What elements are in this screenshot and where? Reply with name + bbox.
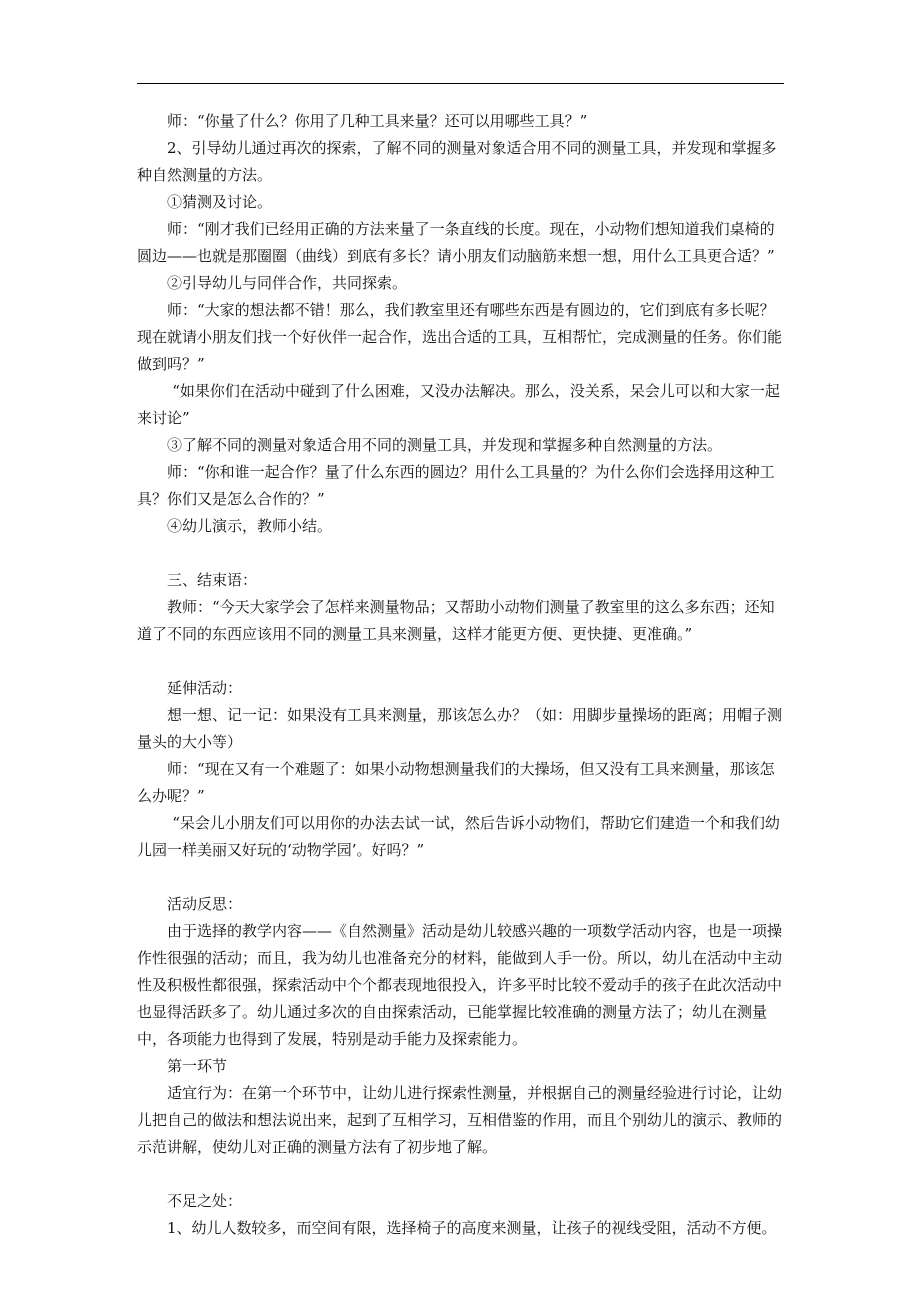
paragraph-teacher-question: 师：“你量了什么？你用了几种工具来量？还可以用哪些工具？” [167,112,588,130]
paragraph-spacer [137,864,787,891]
paragraph-teacher-problem: 师：“现在又有一个难题了：如果小动物想测量我们的大操场，但又没有工具来测量，那该怎么办呢？” [137,760,775,805]
section-heading-conclusion: 三、结束语： [167,571,258,589]
section-heading-reflection: 活动反思： [167,895,243,913]
paragraph-teacher-conclusion: 教师：“今天大家学会了怎样来测量物品；又帮助小动物们测量了教室里的这么多东西；还知道了不同的东西应该用不同的测量工具来测量，这样才能更方便、更快捷、更准确。” [137,598,775,643]
paragraph-teacher-ideas: 师：“大家的想法都不错！那么，我们教室里还有哪些东西是有圆边的，它们到底有多长呢？现在就请小朋友们找一个好伙伴一起合作，选出合适的工具，互相帮忙，完成测量的任务。你们能做到吗？” [137,301,783,373]
paragraph-try-quote: “呆会儿小朋友们可以用你的办法去试一试，然后告诉小动物们，帮助它们建造一个和我们幼儿园一样美丽又好玩的‘动物学园’。好吗？” [137,814,780,859]
paragraph-appropriate-behavior: 适宜行为：在第一个环节中，让幼儿进行探索性测量，并根据自己的测量经验进行讨论，让幼儿把自己的做法和想法说出来，起到了互相学习，互相借鉴的作用，而且个别幼儿的演示、教师的示范讲解，使幼儿对正确的测量方法有了初步地了解。 [137,1084,783,1156]
paragraph-teacher-partner: 师：“你和谁一起合作？量了什么东西的圆边？用什么工具量的？为什么你们会选择用这种工具？你们又是怎么合作的？” [137,463,775,508]
paragraph-guide-cooperation: ②引导幼儿与同伴合作，共同探索。 [167,274,408,292]
paragraph-understand-tools: ③了解不同的测量对象适合用不同的测量工具，并发现和掌握多种自然测量的方法。 [167,436,723,454]
section-heading-extension: 延伸活动： [167,679,243,697]
paragraph-reflection-body: 由于选择的教学内容——《自然测量》活动是幼儿较感兴趣的一项数学活动内容，也是一项操作性很强的活动；而且，我为幼儿也准备充分的材料，能做到人手一份。所以，幼儿在活动中主动性及积极性都很强，探索活动中个个都表现地很投入，许多平时比较不爱动手的孩子在此次活动中也显得活跃多了。幼儿通过多次的自由探索活动，已能掌握比较准确的测量方法了；幼儿在测量中，各项能力也得到了发展，特别是动手能力及探索能力。 [137,922,783,1048]
paragraph-difficulty-quote: “如果你们在活动中碰到了什么困难，又没办法解决。那么，没关系，呆会儿可以和大家一起来讨论” [137,382,780,427]
section-heading-first-stage: 第一环节 [167,1057,228,1075]
paragraph-spacer [137,540,787,567]
paragraph-step-2: 2、引导幼儿通过再次的探索，了解不同的测量对象适合用不同的测量工具，并发现和掌握多种自然测量的方法。 [137,139,777,184]
paragraph-spacer [137,648,787,675]
section-heading-shortcomings: 不足之处： [167,1192,243,1210]
paragraph-think-record: 想一想、记一记：如果没有工具来测量，那该怎么办？（如：用脚步量操场的距离；用帽子测量头的大小等） [137,706,783,751]
document-body [137,108,787,1242]
paragraph-demo-summary: ④幼儿演示，教师小结。 [167,517,333,535]
header-rule [137,83,784,84]
paragraph-shortcoming-1: 1、幼儿人数较多，而空间有限，选择椅子的高度来测量，让孩子的视线受阻，活动不方便。 [167,1219,777,1237]
paragraph-guess-discuss: ①猜测及讨论。 [167,193,273,211]
paragraph-teacher-curve: 师：“刚才我们已经用正确的方法来量了一条直线的长度。现在，小动物们想知道我们桌椅的圆边——也就是那圈圈（曲线）到底有多长？请小朋友们动脑筋来想一想，用什么工具更合适？” [137,220,775,265]
paragraph-spacer [137,1161,787,1188]
